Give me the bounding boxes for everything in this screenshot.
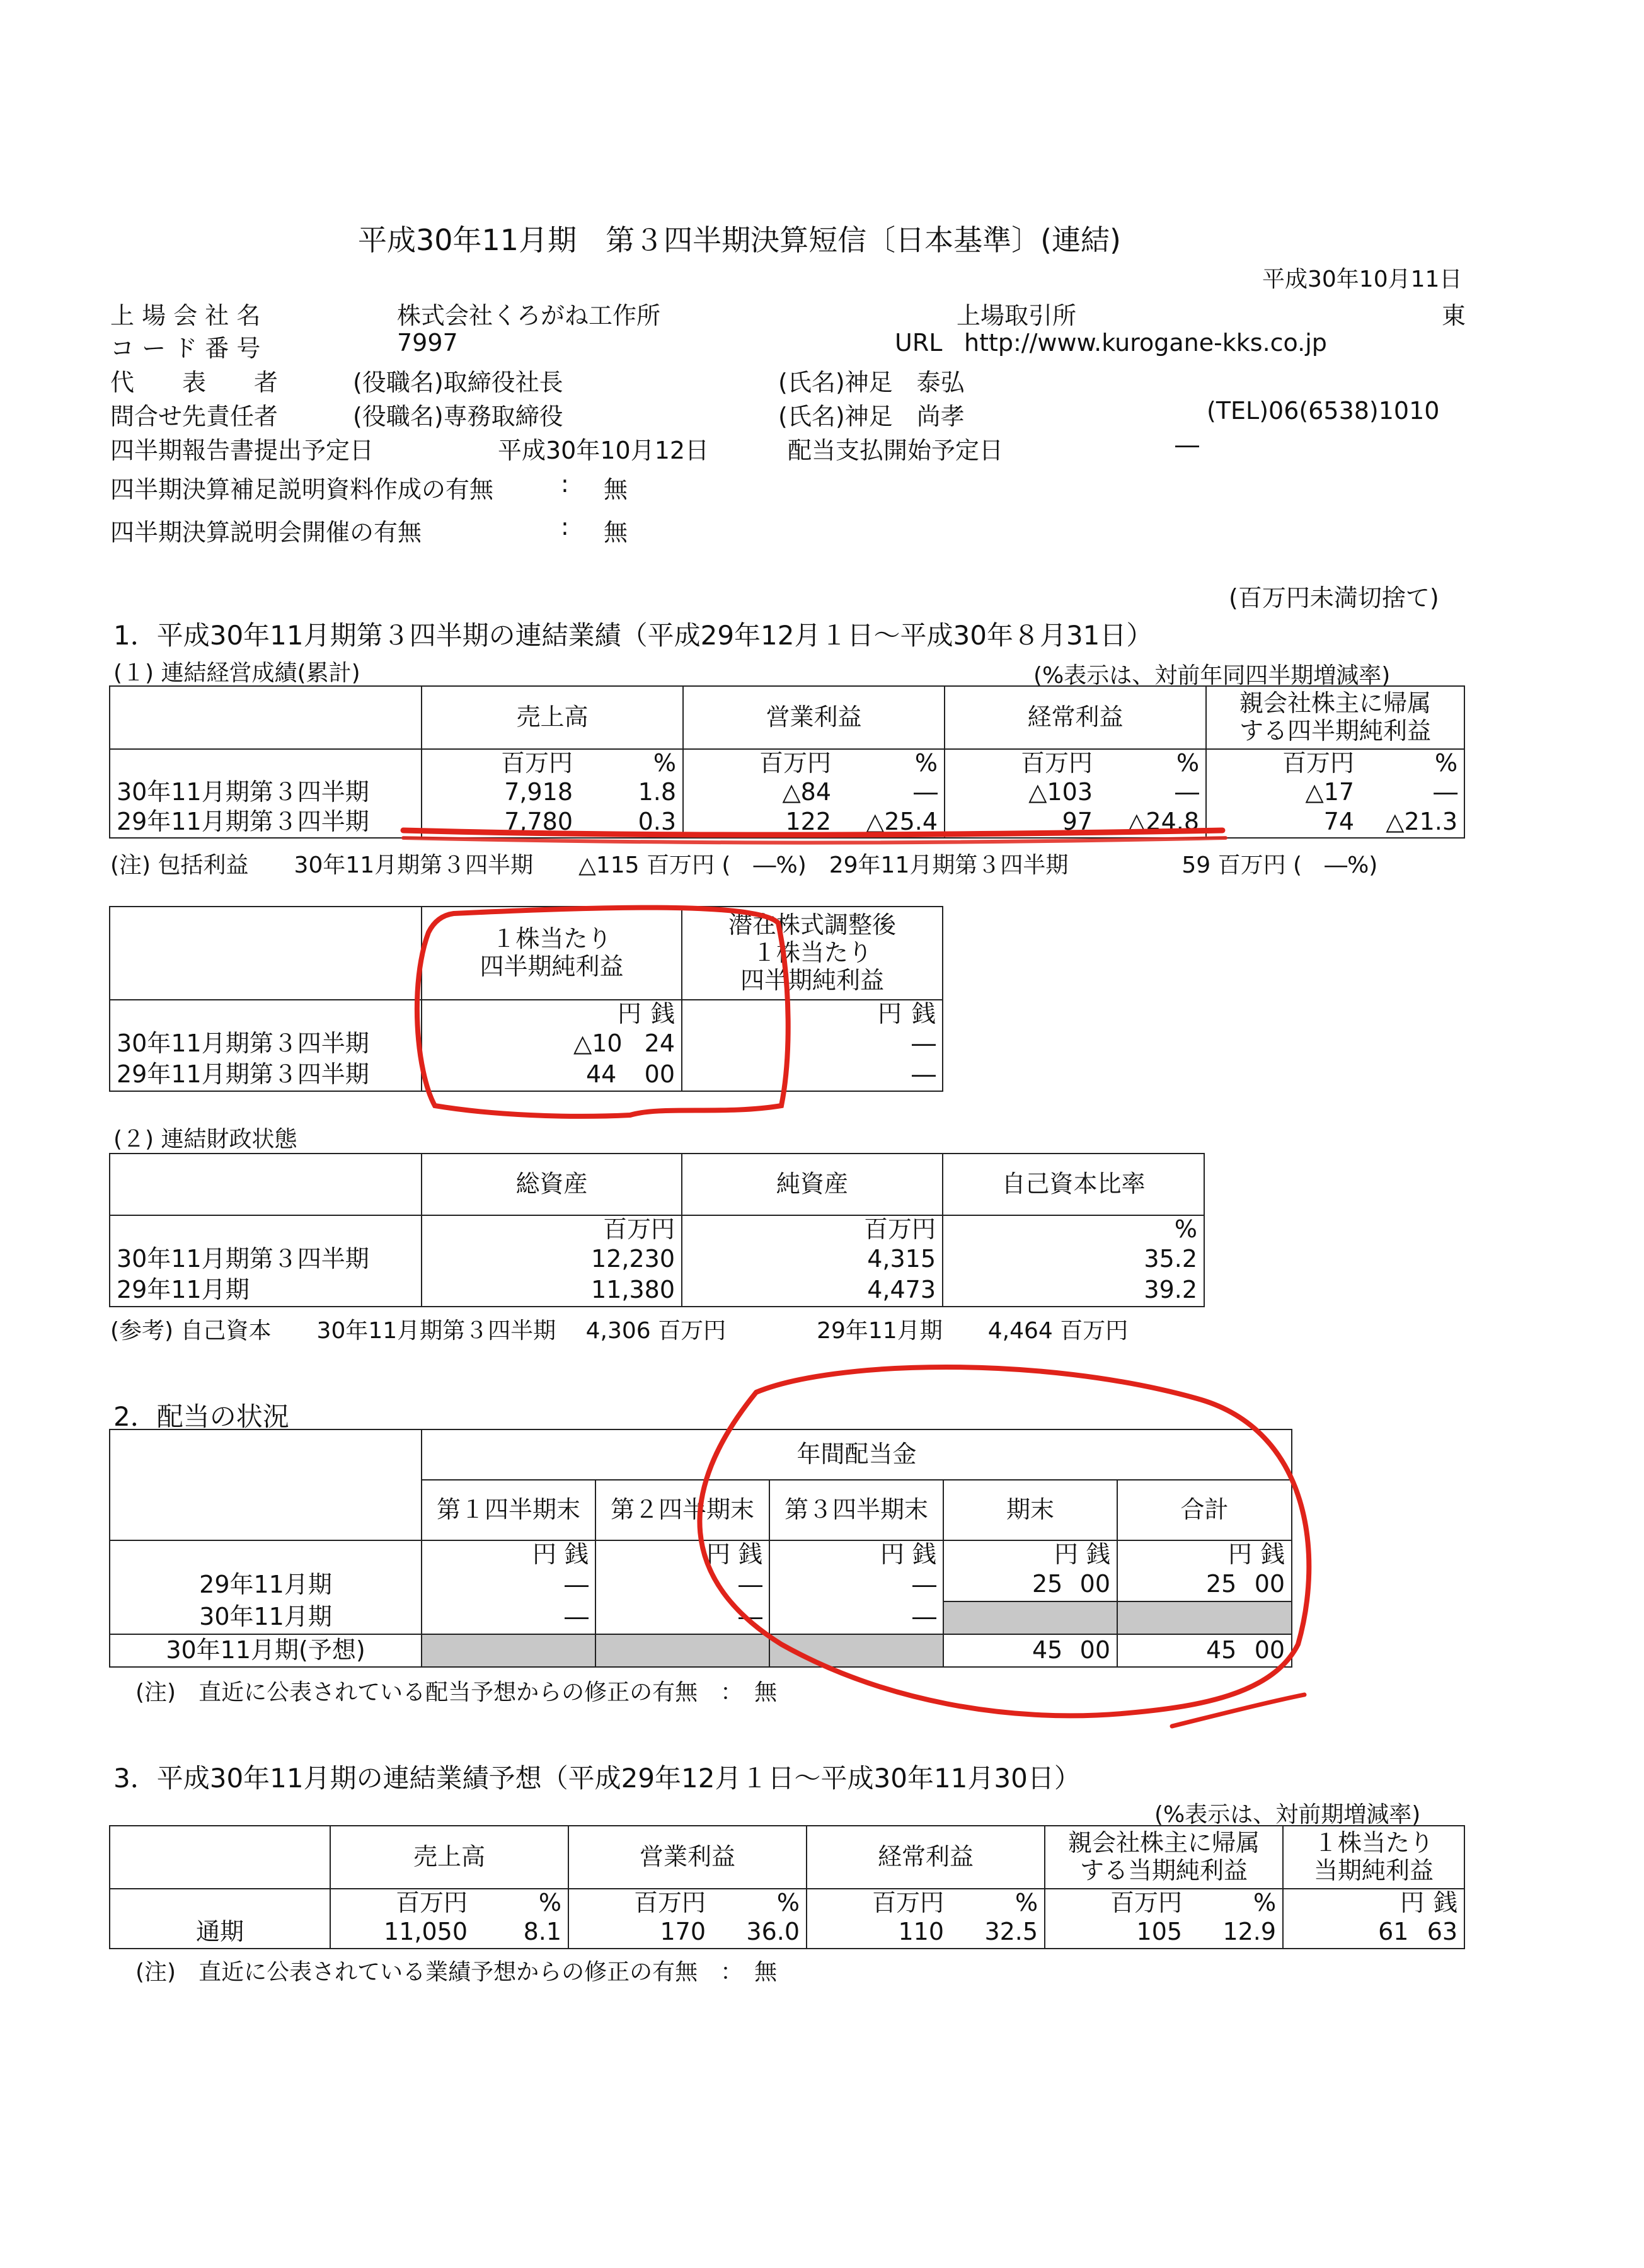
cell-value: 4,315 (682, 1244, 943, 1275)
report-value: 平成30年10月12日 (498, 437, 710, 464)
report-date: 平成30年10月11日 (1262, 266, 1463, 292)
unit-pct: % (474, 1889, 568, 1917)
corner-cell (110, 1154, 422, 1215)
section3-pct-note: (%表示は、対前期増減率) (1154, 1802, 1421, 1828)
cell-value: ― (595, 1601, 769, 1634)
cell-value: ― (837, 777, 945, 808)
operating-results-table (109, 685, 1465, 839)
row-label: 29年11月期 (110, 1275, 422, 1307)
gray-cell (1117, 1601, 1292, 1634)
corner-cell (110, 686, 422, 749)
cell-value: △25.4 (837, 808, 945, 838)
section1-pct-note: (%表示は、対前年同四半期増減率) (1033, 663, 1391, 689)
header-equity-ratio: 自己資本比率 (943, 1154, 1204, 1215)
eps-yen: △10 (573, 1029, 623, 1057)
eps-sen: 63 (1427, 1918, 1458, 1946)
row-label: 29年11月期第３四半期 (110, 808, 422, 838)
gray-cell (943, 1601, 1117, 1634)
section1-title: 1．平成30年11月期第３四半期の連結業績（平成29年12月１日～平成30年８月31日） (113, 620, 1153, 651)
unit-pct: % (1099, 749, 1206, 777)
meeting-colon: : (561, 513, 569, 541)
cell-value: ― (769, 1601, 943, 1634)
url-label: URL (895, 329, 943, 357)
cell-value: △103 (945, 777, 1099, 808)
row-label: 通期 (110, 1917, 330, 1949)
label-spacer (110, 749, 422, 777)
code-label: コ ー ド 番 号 (110, 335, 261, 362)
unit-pct: % (1360, 749, 1464, 777)
label-spacer (110, 1000, 422, 1028)
corner-cell (110, 1429, 422, 1540)
unit-yen: 円 (706, 1540, 731, 1568)
unit-pct: % (837, 749, 945, 777)
unit-yen: 円 (532, 1540, 557, 1568)
eps-sen: 24 (644, 1029, 675, 1057)
cell-value: 32.5 (950, 1917, 1045, 1949)
cell-value: 12.9 (1188, 1917, 1283, 1949)
gray-cell (769, 1634, 943, 1667)
cell-value: ― (595, 1569, 769, 1601)
meeting-label: 四半期決算説明会開催の有無 (110, 518, 422, 546)
unit-yen: 円 (1228, 1540, 1253, 1568)
unit-pct: % (579, 749, 683, 777)
company-label: 上 場 会 社 名 (110, 302, 261, 329)
dividend-sen: 00 (1254, 1635, 1285, 1664)
rep-title: (役職名)取締役社長 (353, 369, 563, 396)
diluted-eps: ― (682, 1060, 943, 1091)
unit-money: 百万円 (568, 1889, 712, 1917)
cell-value: 11,050 (330, 1917, 474, 1949)
dividend-revision-note: (注) 直近に公表されている配当予想からの修正の有無 ： 無 (135, 1680, 778, 1705)
cell-value: ― (422, 1601, 595, 1634)
unit-yen: 円 (618, 1000, 642, 1028)
page-title: 平成30年11月期 第３四半期決算短信〔日本基準〕(連結) (358, 223, 1121, 257)
header-q2: 第２四半期末 (595, 1480, 769, 1540)
section2-title: 2．配当の状況 (113, 1401, 289, 1432)
row-label: 30年11月期第３四半期 (110, 1028, 422, 1060)
unit-sen: 銭 (1086, 1540, 1110, 1568)
supp-value: 無 (604, 476, 628, 503)
unit-money: 百万円 (1045, 1889, 1188, 1917)
dividend-table (109, 1429, 1292, 1668)
cell-value: 36.0 (712, 1917, 807, 1949)
header-ordinary-profit: 経常利益 (807, 1826, 1045, 1889)
row-label: 30年11月期(予想) (110, 1634, 422, 1667)
dividend-start-label: 配当支払開始予定日 (788, 437, 1004, 464)
unit-money: 百万円 (945, 749, 1099, 777)
row-label: 30年11月期第３四半期 (110, 777, 422, 808)
dividend-sen: 00 (1079, 1635, 1110, 1664)
section3-title: 3．平成30年11月期の連結業績予想（平成29年12月１日～平成30年11月30日） (113, 1763, 1081, 1794)
meeting-value: 無 (604, 518, 628, 546)
dividend-yen: 25 (1206, 1570, 1237, 1598)
company-name: 株式会社くろがね工作所 (397, 302, 661, 329)
unit-money: 百万円 (330, 1889, 474, 1917)
header-net-assets: 純資産 (682, 1154, 943, 1215)
eps-sen: 00 (644, 1060, 675, 1089)
cell-value: △17 (1206, 777, 1360, 808)
comprehensive-income-note: (注) 包括利益 30年11月期第３四半期 △115 百万円 ( ―%) 29年11月期第３四半期 59 百万円 ( ―%) (110, 852, 1378, 878)
header-q1: 第１四半期末 (422, 1480, 595, 1540)
cell-value: 35.2 (943, 1244, 1204, 1275)
corner-cell (110, 907, 422, 1000)
header-year-end: 期末 (943, 1480, 1117, 1540)
row-label: 29年11月期 (110, 1569, 422, 1601)
header-eps: １株当たり 当期純利益 (1283, 1826, 1464, 1889)
unit-sen: 銭 (738, 1540, 762, 1568)
cell-value: 11,380 (422, 1275, 682, 1307)
dividend-yen: 45 (1032, 1635, 1063, 1664)
url-link[interactable]: http://www.kurogane-kks.co.jp (964, 329, 1327, 357)
header-total: 合計 (1117, 1480, 1292, 1540)
cell-value: ― (769, 1569, 943, 1601)
cell-value: 105 (1045, 1917, 1188, 1949)
header-annual-dividend: 年間配当金 (422, 1429, 1292, 1480)
header-operating-profit: 営業利益 (568, 1826, 807, 1889)
header-q3: 第３四半期末 (769, 1480, 943, 1540)
report-label: 四半期報告書提出予定日 (110, 437, 374, 464)
row-label: 30年11月期第３四半期 (110, 1244, 422, 1275)
unit-pct: % (712, 1889, 807, 1917)
unit-sen: 銭 (650, 1000, 675, 1028)
cell-value: △84 (683, 777, 837, 808)
rep-name: (氏名)神足 泰弘 (778, 369, 965, 396)
corner-cell (110, 1826, 330, 1889)
supp-colon: : (561, 470, 569, 498)
header-sales: 売上高 (422, 686, 683, 749)
cell-value: 110 (807, 1917, 950, 1949)
unit-money: 百万円 (1206, 749, 1360, 777)
unit-pct: % (1188, 1889, 1283, 1917)
unit-sen: 銭 (1261, 1540, 1285, 1568)
unit-sen: 銭 (564, 1540, 589, 1568)
gray-cell (595, 1634, 769, 1667)
unit-pct: % (943, 1215, 1204, 1244)
section1-sub2: (２) 連結財政状態 (113, 1126, 297, 1152)
rep-label: 代 表 者 (110, 369, 279, 396)
eps-yen: 61 (1378, 1918, 1409, 1946)
unit-money: 百万円 (422, 1215, 682, 1244)
cell-value: 122 (683, 808, 837, 838)
code-value: 7997 (397, 329, 458, 357)
forecast-table (109, 1825, 1465, 1949)
header-sales: 売上高 (330, 1826, 568, 1889)
cell-value: 7,780 (422, 808, 579, 838)
forecast-revision-note: (注) 直近に公表されている業績予想からの修正の有無 ： 無 (135, 1959, 778, 1985)
unit-money: 百万円 (807, 1889, 950, 1917)
unit-yen: 円 (1054, 1540, 1079, 1568)
red-strikethrough-scribble (403, 838, 1226, 843)
header-total-assets: 総資産 (422, 1154, 682, 1215)
cell-value: △24.8 (1099, 808, 1206, 838)
label-spacer (110, 1215, 422, 1244)
contact-label: 問合せ先責任者 (110, 403, 279, 430)
cell-value: △21.3 (1360, 808, 1464, 838)
section1-sub1: (１) 連結経営成績(累計) (113, 660, 360, 686)
cell-value: 8.1 (474, 1917, 568, 1949)
contact-title: (役職名)専務取締役 (353, 403, 563, 430)
dividend-yen: 45 (1206, 1635, 1237, 1664)
cell-value: ― (1099, 777, 1206, 808)
cell-value: 0.3 (579, 808, 683, 838)
label-spacer (110, 1889, 330, 1917)
equity-reference-note: (参考) 自己資本 30年11月期第３四半期 4,306 百万円 29年11月期 4,464 百万円 (110, 1318, 1129, 1344)
unit-pct: % (950, 1889, 1045, 1917)
eps-yen: 44 (586, 1060, 617, 1089)
supp-label: 四半期決算補足説明資料作成の有無 (110, 476, 494, 503)
unit-money: 百万円 (683, 749, 837, 777)
header-net-income: 親会社株主に帰属 する四半期純利益 (1206, 686, 1464, 749)
red-circle-dividend-tail (1172, 1695, 1304, 1726)
dividend-start-value: ― (1175, 431, 1199, 459)
header-net-income: 親会社株主に帰属 する当期純利益 (1045, 1826, 1283, 1889)
units-note: (百万円未満切捨て) (1229, 584, 1439, 612)
diluted-eps: ― (682, 1028, 943, 1060)
row-label: 30年11月期 (110, 1601, 422, 1634)
unit-money: 百万円 (422, 749, 579, 777)
cell-value: 4,473 (682, 1275, 943, 1307)
cell-value: 1.8 (579, 777, 683, 808)
header-ordinary-profit: 経常利益 (945, 686, 1206, 749)
header-operating-profit: 営業利益 (683, 686, 945, 749)
contact-tel: (TEL)06(6538)1010 (1207, 397, 1440, 425)
cell-value: 74 (1206, 808, 1360, 838)
unit-yen: 円 (878, 1000, 902, 1028)
unit-sen: 銭 (911, 1000, 936, 1028)
exchange-value: 東 (1442, 302, 1466, 329)
label-spacer (110, 1540, 422, 1569)
cell-value: 170 (568, 1917, 712, 1949)
gray-cell (422, 1634, 595, 1667)
financial-position-table (109, 1153, 1205, 1307)
unit-yen: 円 (880, 1540, 905, 1568)
eps-table (109, 906, 943, 1092)
unit-money: 百万円 (682, 1215, 943, 1244)
cell-value: 97 (945, 808, 1099, 838)
unit-sen: 銭 (912, 1540, 936, 1568)
unit-sen: 銭 (1434, 1889, 1458, 1916)
cell-value: 39.2 (943, 1275, 1204, 1307)
dividend-sen: 00 (1079, 1570, 1110, 1598)
dividend-sen: 00 (1254, 1570, 1285, 1598)
contact-name: (氏名)神足 尚孝 (778, 403, 965, 430)
exchange-label: 上場取引所 (957, 302, 1077, 329)
cell-value: ― (1360, 777, 1464, 808)
header-eps: １株当たり 四半期純利益 (422, 907, 682, 1000)
unit-yen: 円 (1400, 1889, 1425, 1916)
dividend-yen: 25 (1032, 1570, 1063, 1598)
cell-value: ― (422, 1569, 595, 1601)
row-label: 29年11月期第３四半期 (110, 1060, 422, 1091)
header-diluted-eps: 潜在株式調整後 １株当たり 四半期純利益 (682, 907, 943, 1000)
cell-value: 7,918 (422, 777, 579, 808)
cell-value: 12,230 (422, 1244, 682, 1275)
